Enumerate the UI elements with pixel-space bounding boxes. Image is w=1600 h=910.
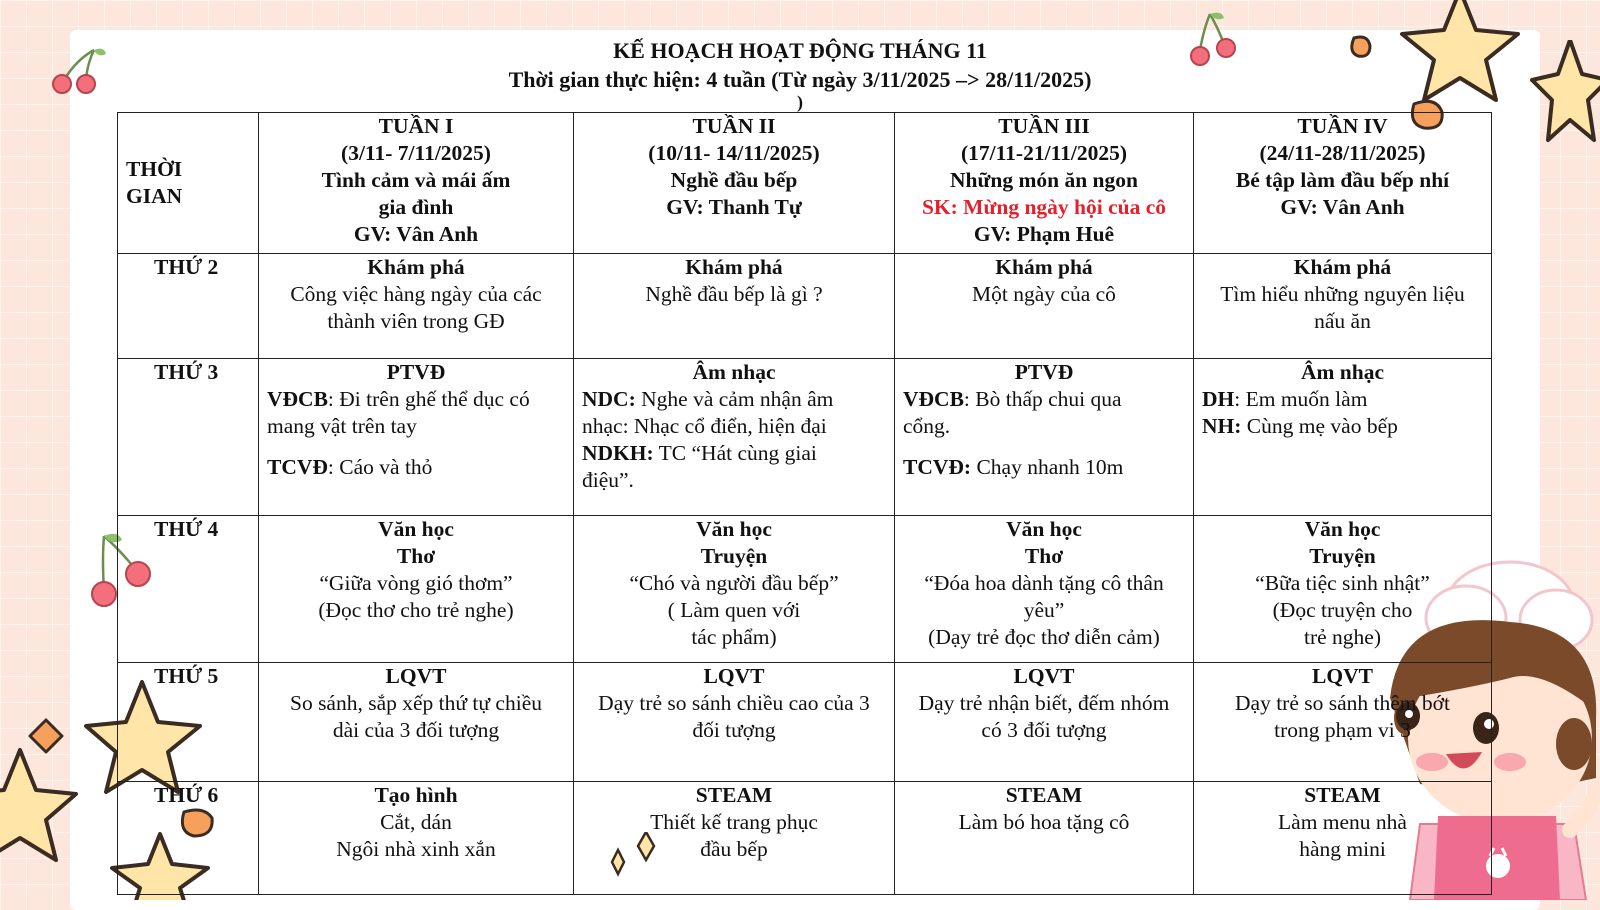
activity-text: cổng. xyxy=(903,413,951,438)
header-row xyxy=(118,113,1492,254)
activity-cell xyxy=(259,358,574,515)
activity-text: Làm bó hoa tặng cô xyxy=(958,810,1130,835)
activity-key: NDC: xyxy=(582,386,636,411)
subject: LQVT xyxy=(1312,664,1373,689)
activity-key: TCVĐ xyxy=(267,454,328,479)
activity-text: hàng mini xyxy=(1299,837,1386,862)
subject: LQVT xyxy=(1013,664,1075,689)
star-icon xyxy=(0,740,80,900)
activity-cell xyxy=(1194,782,1492,895)
activity-text: “Bữa tiệc sinh nhật” xyxy=(1255,571,1430,596)
activity-text: ( Làm quen với xyxy=(667,598,801,623)
activity-text: yêu” xyxy=(1023,598,1065,623)
activity-cell xyxy=(1194,358,1492,515)
activity-cell xyxy=(574,663,895,782)
activity-text: dài của 3 đối tượng xyxy=(332,718,500,743)
time-label-line: THỜI xyxy=(126,157,183,182)
activity-cell xyxy=(895,254,1194,359)
activity-cell xyxy=(574,782,895,895)
table-row xyxy=(118,516,1492,663)
subject: Âm nhạc xyxy=(1300,359,1385,384)
activity-text: trong phạm vi 3 xyxy=(1274,718,1411,743)
activity-key: TCVĐ: xyxy=(903,454,972,479)
week-dates: (10/11- 14/11/2025) xyxy=(648,141,820,165)
activity-cell xyxy=(895,782,1194,895)
week-name: TUẦN I xyxy=(378,114,454,138)
genre: Truyện xyxy=(1309,544,1376,569)
activity-text: Làm menu nhà xyxy=(1278,810,1407,835)
activity-cell xyxy=(574,254,895,359)
subject: Khám phá xyxy=(685,255,783,280)
activity-text: (Dạy trẻ đọc thơ diễn cảm) xyxy=(928,625,1160,650)
activity-text: (Đọc thơ cho trẻ nghe) xyxy=(318,598,514,623)
day-label: THỨ 6 xyxy=(118,782,259,895)
plan-subtitle: Thời gian thực hiện: 4 tuần (Từ ngày 3/11/2025 –> 28/11/2025) xyxy=(508,67,1092,92)
subject: Khám phá xyxy=(1293,255,1392,280)
plan-title: KẾ HOẠCH HOẠT ĐỘNG THÁNG 11 xyxy=(613,38,987,63)
genre: Thơ xyxy=(396,544,436,569)
subject: LQVT xyxy=(385,664,447,689)
activity-text: : Đi trên ghế thể dục có xyxy=(327,386,530,411)
activity-text: nấu ăn xyxy=(1314,309,1371,334)
week-teacher: GV: Vân Anh xyxy=(1280,195,1405,219)
week-theme: Nghề đầu bếp xyxy=(670,168,798,192)
activity-text: điệu”. xyxy=(582,467,634,492)
activity-text: Công việc hàng ngày của các xyxy=(290,282,542,307)
blob-icon xyxy=(28,718,64,754)
day-label: THỨ 4 xyxy=(118,516,259,663)
week-theme: gia đình xyxy=(378,195,454,219)
activity-cell xyxy=(1194,254,1492,359)
activity-text: Tìm hiểu những nguyên liệu xyxy=(1220,282,1465,307)
activity-cell xyxy=(895,516,1194,663)
activity-text: đầu bếp xyxy=(700,837,768,862)
activity-text: Cùng mẹ vào bếp xyxy=(1241,413,1398,438)
week-teacher: GV: Thanh Tự xyxy=(666,195,802,219)
activity-text: thành viên trong GĐ xyxy=(327,309,505,334)
subject: Văn học xyxy=(378,517,454,542)
subject: Âm nhạc xyxy=(692,359,776,384)
time-label-line: GIAN xyxy=(126,184,183,209)
activity-text: nhạc: Nhạc cổ điển, hiện đại xyxy=(582,413,827,438)
activity-cell xyxy=(259,254,574,359)
subject: Tạo hình xyxy=(374,783,458,808)
week-header-2 xyxy=(574,113,895,254)
activity-text: mang vật trên tay xyxy=(267,413,417,438)
activity-text: Cắt, dán xyxy=(380,810,452,835)
activity-text: “Giữa vòng gió thơm” xyxy=(319,571,513,596)
day-label: THỨ 5 xyxy=(118,663,259,782)
subject: PTVĐ xyxy=(386,359,446,384)
activity-text: : Em muốn làm xyxy=(1234,386,1368,411)
activity-cell xyxy=(259,663,574,782)
activity-text: Dạy trẻ so sánh chiều cao của 3 xyxy=(598,691,870,716)
activity-text: có 3 đối tượng xyxy=(981,718,1107,743)
activity-text: Nghề đầu bếp là gì ? xyxy=(645,282,823,307)
activity-key: NH: xyxy=(1202,413,1242,438)
day-label: THỨ 2 xyxy=(118,254,259,359)
activity-cell xyxy=(1194,516,1492,663)
week-theme: Những món ăn ngon xyxy=(950,168,1138,192)
activity-cell xyxy=(574,516,895,663)
activity-text: So sánh, sắp xếp thứ tự chiều xyxy=(289,691,542,716)
week-teacher: GV: Vân Anh xyxy=(353,222,479,246)
activity-text: Nghe và cảm nhận âm xyxy=(635,386,834,411)
activity-text: Thiết kế trang phục xyxy=(650,810,818,835)
activity-text: : Bò thấp chui qua xyxy=(963,386,1122,411)
subject: STEAM xyxy=(1304,783,1381,808)
subject: PTVĐ xyxy=(1014,359,1074,384)
activity-text: đối tượng xyxy=(692,718,776,743)
activity-text: (Đọc truyện cho xyxy=(1272,598,1413,623)
week-header-4 xyxy=(1194,113,1492,254)
activity-plan-table xyxy=(117,112,1492,895)
week-name: TUẦN IV xyxy=(1297,114,1388,138)
subject: LQVT xyxy=(703,664,765,689)
activity-cell xyxy=(574,358,895,515)
subject: Văn học xyxy=(696,517,772,542)
week-dates: (3/11- 7/11/2025) xyxy=(341,141,491,165)
activity-text: : Cáo và thỏ xyxy=(327,454,433,479)
activity-text: Chạy nhanh 10m xyxy=(971,454,1124,479)
activity-key: NDKH: xyxy=(582,440,654,465)
activity-cell xyxy=(1194,663,1492,782)
subject: STEAM xyxy=(1005,783,1083,808)
subject: Khám phá xyxy=(367,255,465,280)
subject: STEAM xyxy=(695,783,773,808)
genre: Thơ xyxy=(1024,544,1064,569)
table-row xyxy=(118,254,1492,359)
week-theme: Bé tập làm đầu bếp nhí xyxy=(1235,168,1450,192)
subject: Khám phá xyxy=(995,255,1093,280)
activity-text: Một ngày của cô xyxy=(972,282,1116,307)
activity-text: TC “Hát cùng giai xyxy=(653,440,817,465)
week-header-1 xyxy=(259,113,574,254)
activity-cell xyxy=(895,358,1194,515)
activity-cell xyxy=(259,782,574,895)
subject: Văn học xyxy=(1006,517,1082,542)
week-teacher: GV: Phạm Huê xyxy=(973,222,1115,246)
subtitle-tail: ) xyxy=(797,92,803,112)
genre: Truyện xyxy=(700,544,768,569)
activity-text: tác phẩm) xyxy=(691,625,777,650)
week-event: SK: Mừng ngày hội của cô xyxy=(921,195,1167,219)
activity-cell xyxy=(259,516,574,663)
table-row xyxy=(118,663,1492,782)
day-label: THỨ 3 xyxy=(118,358,259,515)
activity-key: DH xyxy=(1202,386,1235,411)
activity-key: VĐCB xyxy=(903,386,964,411)
week-header-3 xyxy=(895,113,1194,254)
week-name: TUẦN II xyxy=(692,114,776,138)
week-dates: (17/11-21/11/2025) xyxy=(960,141,1128,165)
week-theme: Tình cảm và mái ấm xyxy=(321,168,511,192)
activity-text: Dạy trẻ nhận biết, đếm nhóm xyxy=(918,691,1170,716)
subject: Văn học xyxy=(1304,517,1381,542)
activity-text: “Đóa hoa dành tặng cô thân xyxy=(924,571,1164,596)
table-row xyxy=(118,782,1492,895)
activity-text: Ngôi nhà xinh xắn xyxy=(336,837,496,862)
activity-key: VĐCB xyxy=(267,386,328,411)
activity-text: trẻ nghe) xyxy=(1303,625,1381,650)
week-name: TUẦN III xyxy=(998,114,1090,138)
week-dates: (24/11-28/11/2025) xyxy=(1259,141,1426,165)
activity-text: “Chó và người đầu bếp” xyxy=(629,571,839,596)
table-row xyxy=(118,358,1492,515)
activity-cell xyxy=(895,663,1194,782)
activity-text: Dạy trẻ so sánh thêm bớt xyxy=(1235,691,1450,716)
time-header-cell xyxy=(118,113,259,254)
